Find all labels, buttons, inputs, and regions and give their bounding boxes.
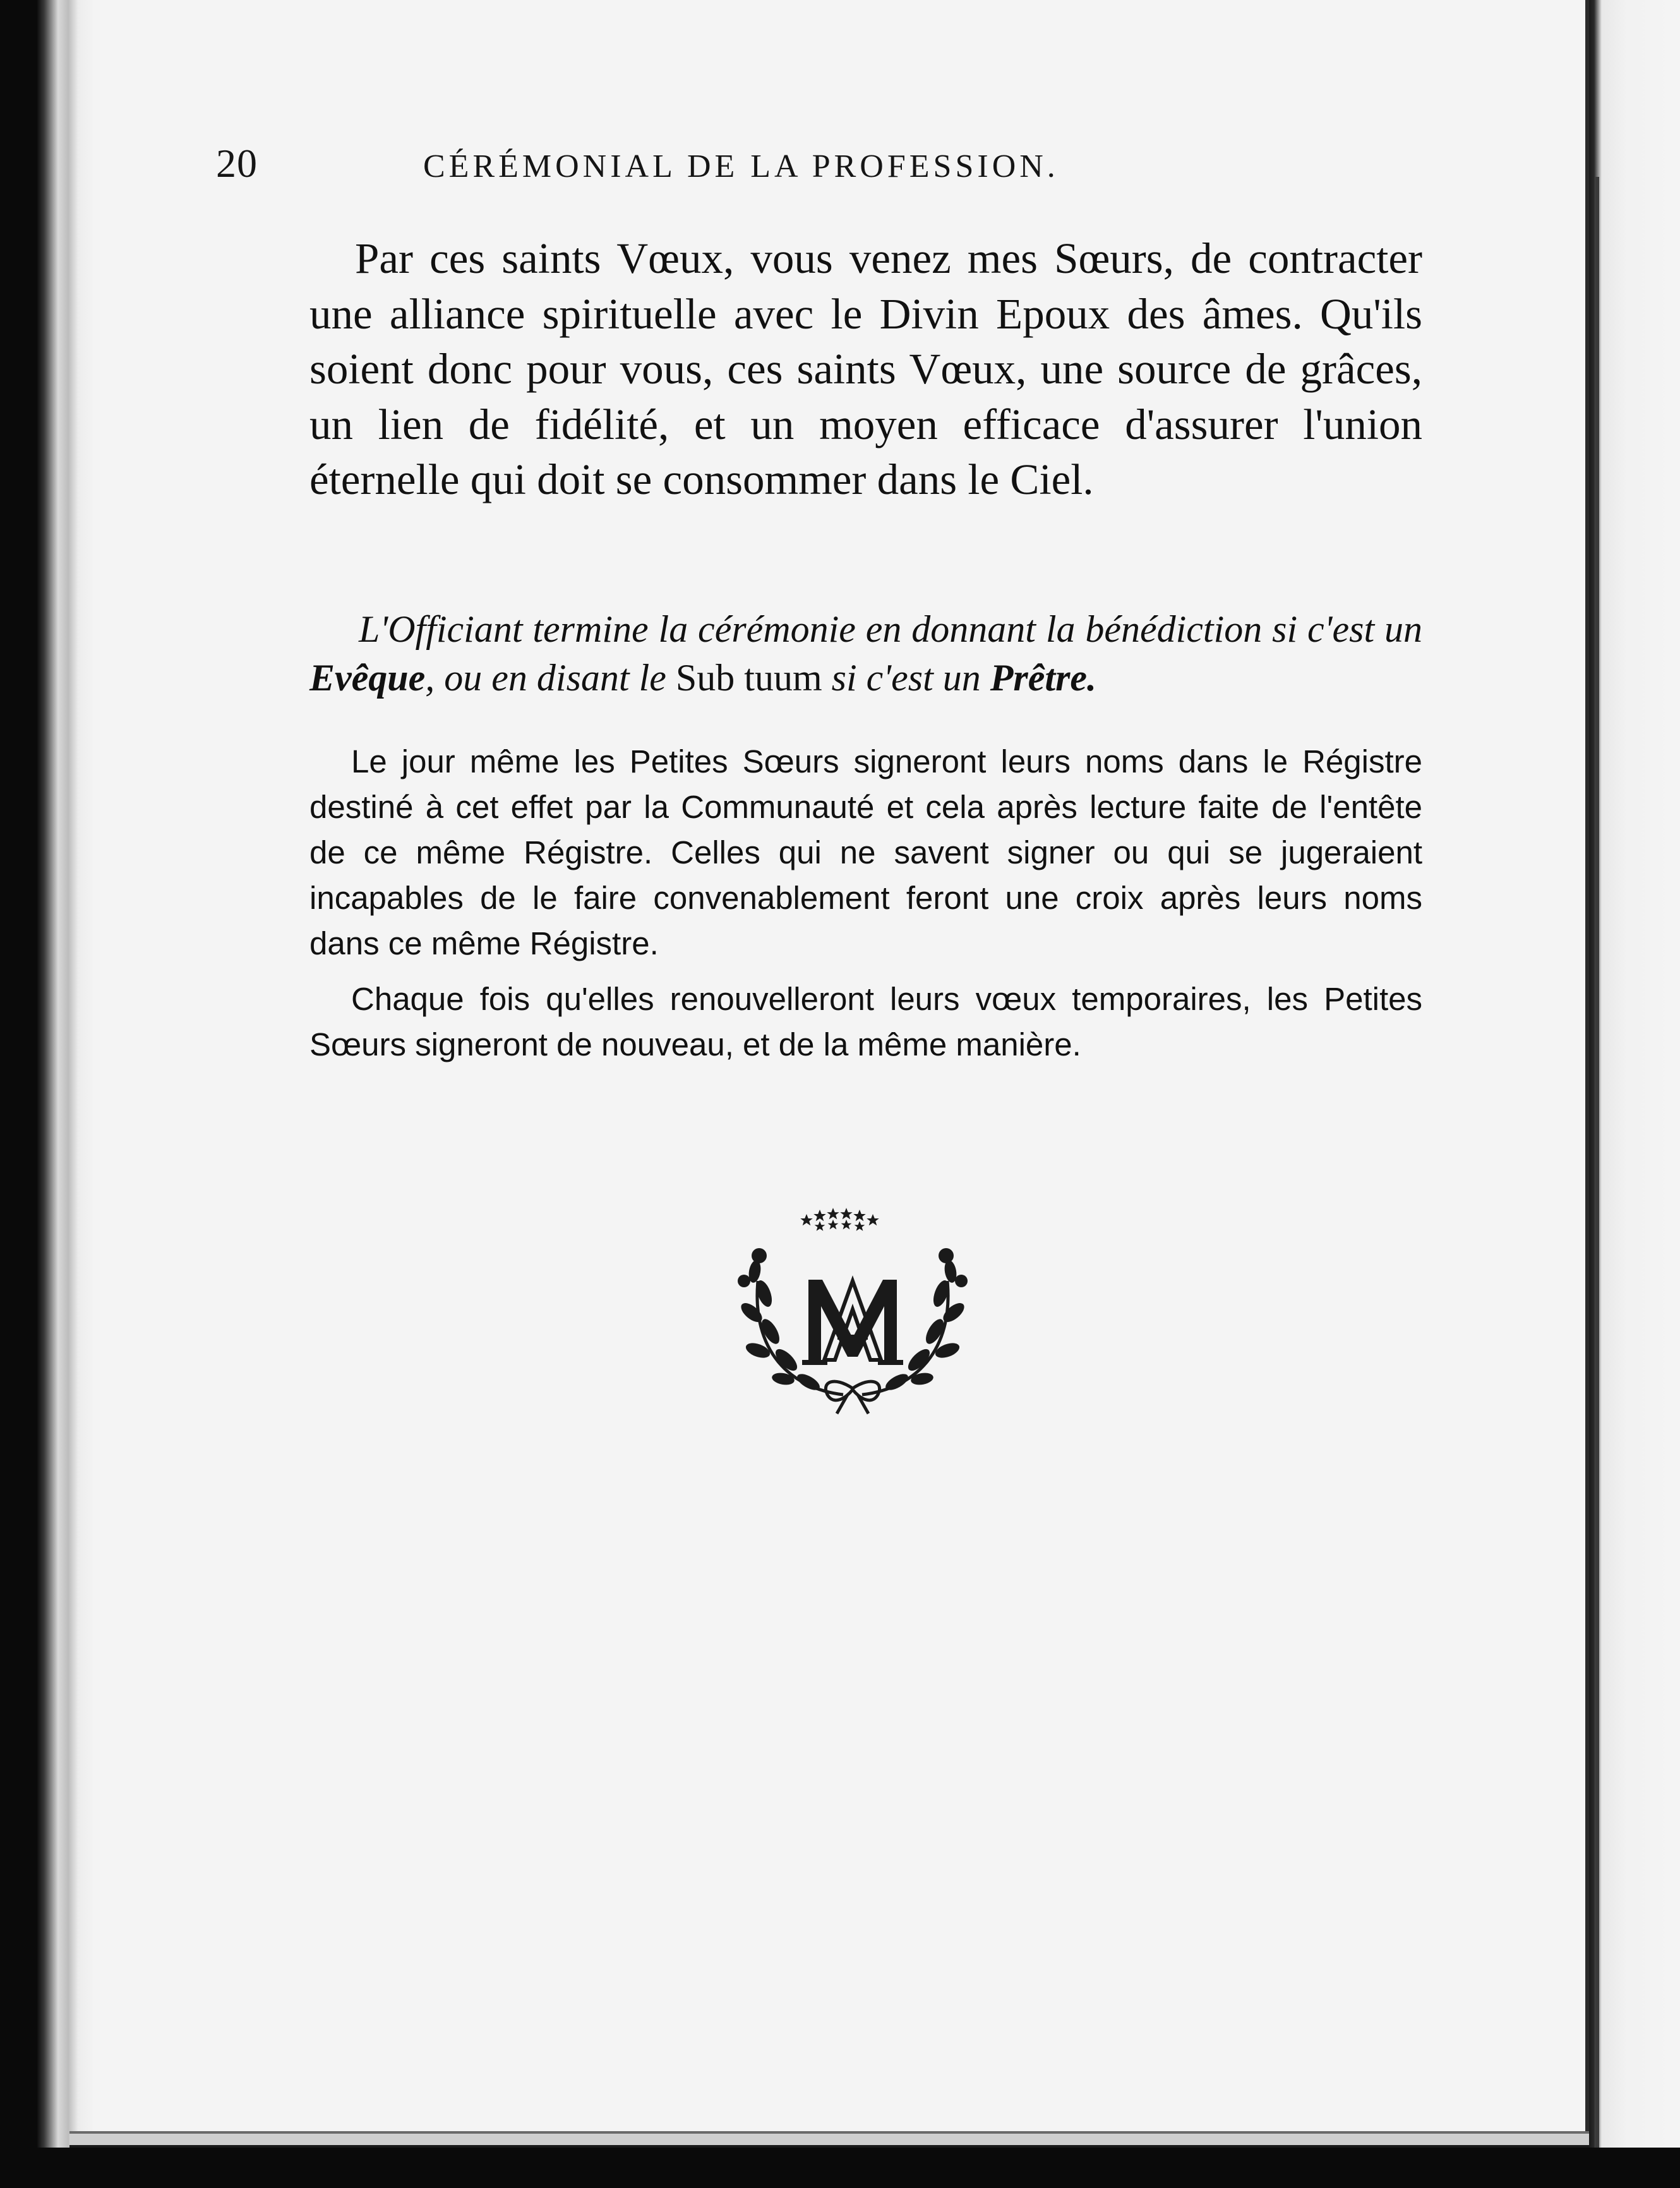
paragraph-exhortation: Par ces saints Vœux, vous venez mes Sœurs, de contracter une alliance spirituelle avec le Divin Epoux des âmes. Qu'ils soient donc pour vous, ces saints Vœux, une source de grâces, un lien de fidélité, et un moyen efficace d'assurer l'union éternelle qui doit se consommer dans le Ciel.: [309, 234, 1422, 503]
scan-right-edge: [1589, 0, 1680, 2188]
rubric-text-1: L'Officiant termine la cérémonie en donnant la bénédiction si c'est un: [359, 608, 1422, 650]
page-bottom-edge: [69, 2131, 1589, 2149]
page-number: 20: [216, 141, 258, 186]
scan-left-edge: [0, 0, 95, 2188]
running-title: CÉRÉMONIAL DE LA PROFESSION.: [423, 148, 1059, 184]
paragraph-register: Le jour même les Petites Sœurs signeront leurs noms dans le Régistre destiné à cet effet par la Communauté et cela après lecture faite de l'entête de ce même Régistre. Celles qui ne savent signer ou qui se jugeraient incapables de le faire convenablement feront une croix après leurs noms dans ce même Régistre.: [309, 743, 1422, 961]
paragraph-renewal: Chaque fois qu'elles renouvelleront leurs vœux temporaires, les Petites Sœurs signeront de nouveau, et de la même manière.: [309, 981, 1422, 1062]
facing-page-edge: [1595, 177, 1599, 2185]
rubric-text-2: Evêque: [309, 657, 426, 699]
marian-monogram-wreath-icon: [714, 1205, 992, 1420]
rubric-text-5: si c'est un: [822, 657, 990, 699]
rubric-instruction: [309, 605, 1422, 702]
scan-bottom-band: [0, 2148, 1680, 2188]
rubric-text-sub-tuum: Sub tuum: [675, 657, 822, 699]
rubric-text-3: , ou en disant le: [425, 657, 676, 699]
rubric-text-6: Prêtre.: [990, 657, 1097, 699]
page-header: [216, 140, 1113, 197]
